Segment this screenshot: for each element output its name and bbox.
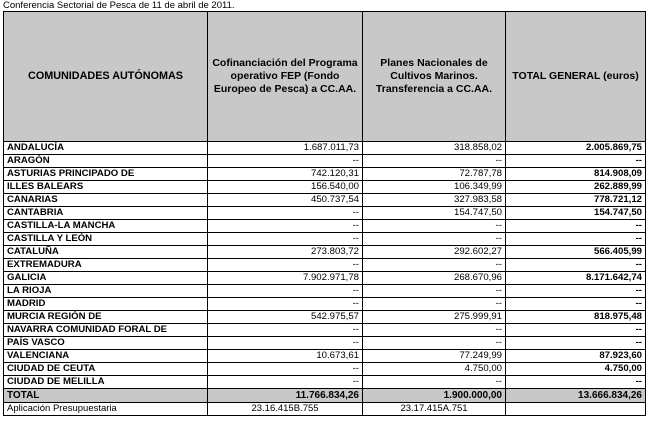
row-region: CASTILLA Y LEÓN: [4, 233, 208, 246]
row-planes: --: [363, 233, 506, 246]
row-fep: --: [208, 376, 363, 389]
row-planes: --: [363, 376, 506, 389]
row-region: ILLES BALEARS: [4, 181, 208, 194]
row-fep: 7.902.971,78: [208, 272, 363, 285]
budget-line-fep: 23.16.415B.755: [208, 403, 363, 416]
row-total: --: [506, 376, 646, 389]
row-total: 818.975,48: [506, 311, 646, 324]
table-row: [4, 207, 646, 220]
table-row: [4, 246, 646, 259]
row-region: EXTREMADURA: [4, 259, 208, 272]
row-region: ARAGÓN: [4, 155, 208, 168]
row-fep: 450.737,54: [208, 194, 363, 207]
row-region: CANARIAS: [4, 194, 208, 207]
table-row: [4, 233, 646, 246]
budget-line-total: [506, 403, 646, 416]
row-total: --: [506, 285, 646, 298]
row-region: CANTABRIA: [4, 207, 208, 220]
row-total: 87.923,60: [506, 350, 646, 363]
table-row: [4, 220, 646, 233]
row-fep: --: [208, 233, 363, 246]
row-total: --: [506, 233, 646, 246]
header-planes: Planes Nacionales de Cultivos Marinos. Transferencia a CC.AA.: [363, 12, 506, 142]
row-fep: 742.120,31: [208, 168, 363, 181]
row-total: 2.005.869,75: [506, 142, 646, 155]
row-planes: --: [363, 285, 506, 298]
row-total: --: [506, 298, 646, 311]
row-total: --: [506, 220, 646, 233]
row-planes: --: [363, 220, 506, 233]
row-planes: 106.349,99: [363, 181, 506, 194]
row-region: LA RIOJA: [4, 285, 208, 298]
row-region: PAÍS VASCO: [4, 337, 208, 350]
totals-fep: 11.766.834,26: [208, 389, 363, 403]
row-planes: 4.750,00: [363, 363, 506, 376]
row-region: CASTILLA-LA MANCHA: [4, 220, 208, 233]
row-fep: --: [208, 298, 363, 311]
row-total: 8.171.642,74: [506, 272, 646, 285]
table-row: [4, 298, 646, 311]
row-fep: --: [208, 337, 363, 350]
table-row: [4, 181, 646, 194]
budget-line-row: [4, 403, 646, 416]
table-row: [4, 155, 646, 168]
totals-label: TOTAL: [4, 389, 208, 403]
row-fep: 156.540,00: [208, 181, 363, 194]
funding-table: [3, 11, 646, 403]
totals-planes: 1.900.000,00: [363, 389, 506, 403]
table-row: [4, 350, 646, 363]
row-region: CATALUÑA: [4, 246, 208, 259]
row-fep: 542.975,57: [208, 311, 363, 324]
row-region: CIUDAD DE MELILLA: [4, 376, 208, 389]
row-planes: --: [363, 324, 506, 337]
row-planes: --: [363, 155, 506, 168]
row-region: NAVARRA COMUNIDAD FORAL DE: [4, 324, 208, 337]
row-fep: --: [208, 220, 363, 233]
budget-line-table: [3, 403, 646, 416]
table-caption: Conferencia Sectorial de Pesca de 11 de abril de 2011.: [3, 0, 235, 11]
row-region: ASTURIAS PRINCIPADO DE: [4, 168, 208, 181]
table-row: [4, 324, 646, 337]
row-fep: --: [208, 155, 363, 168]
row-planes: 292.602,27: [363, 246, 506, 259]
row-planes: 154.747,50: [363, 207, 506, 220]
table-row: [4, 168, 646, 181]
table-row: [4, 376, 646, 389]
header-total: TOTAL GENERAL (euros): [506, 12, 646, 142]
row-fep: --: [208, 363, 363, 376]
row-planes: 268.670,96: [363, 272, 506, 285]
row-total: --: [506, 259, 646, 272]
row-region: ANDALUCÍA: [4, 142, 208, 155]
header-fep: Cofinanciación del Programa operativo FEP (Fondo Europeo de Pesca) a CC.AA.: [208, 12, 363, 142]
row-fep: 10.673,61: [208, 350, 363, 363]
table-row: [4, 259, 646, 272]
table-row: [4, 337, 646, 350]
row-region: MURCIA REGIÓN DE: [4, 311, 208, 324]
table-row: [4, 311, 646, 324]
table-row: [4, 194, 646, 207]
row-fep: --: [208, 259, 363, 272]
row-fep: --: [208, 207, 363, 220]
row-planes: 327.983,58: [363, 194, 506, 207]
row-planes: --: [363, 259, 506, 272]
table-body: [4, 142, 646, 389]
row-fep: 1.687.011,73: [208, 142, 363, 155]
row-planes: 77.249,99: [363, 350, 506, 363]
table-row: [4, 142, 646, 155]
row-planes: 72.787,78: [363, 168, 506, 181]
row-region: MADRID: [4, 298, 208, 311]
row-planes: 275.999,91: [363, 311, 506, 324]
row-total: --: [506, 337, 646, 350]
row-planes: 318.858,02: [363, 142, 506, 155]
row-total: 566.405,99: [506, 246, 646, 259]
row-total: 778.721,12: [506, 194, 646, 207]
budget-line-planes: 23.17.415A.751: [363, 403, 506, 416]
row-fep: 273.803,72: [208, 246, 363, 259]
budget-line-label: Aplicación Presupuestaria: [4, 403, 208, 416]
header-row: [4, 12, 646, 142]
row-region: GALICIA: [4, 272, 208, 285]
row-total: 154.747,50: [506, 207, 646, 220]
totals-row: [4, 389, 646, 403]
row-total: 814.908,09: [506, 168, 646, 181]
row-planes: --: [363, 337, 506, 350]
row-total: --: [506, 324, 646, 337]
row-region: CIUDAD DE CEUTA: [4, 363, 208, 376]
header-region: COMUNIDADES AUTÓNOMAS: [4, 12, 208, 142]
row-total: 262.889,99: [506, 181, 646, 194]
row-fep: --: [208, 285, 363, 298]
row-planes: --: [363, 298, 506, 311]
table-row: [4, 285, 646, 298]
row-region: VALENCIANA: [4, 350, 208, 363]
row-total: 4.750,00: [506, 363, 646, 376]
table-row: [4, 363, 646, 376]
row-total: --: [506, 155, 646, 168]
table-row: [4, 272, 646, 285]
totals-total: 13.666.834,26: [506, 389, 646, 403]
row-fep: --: [208, 324, 363, 337]
